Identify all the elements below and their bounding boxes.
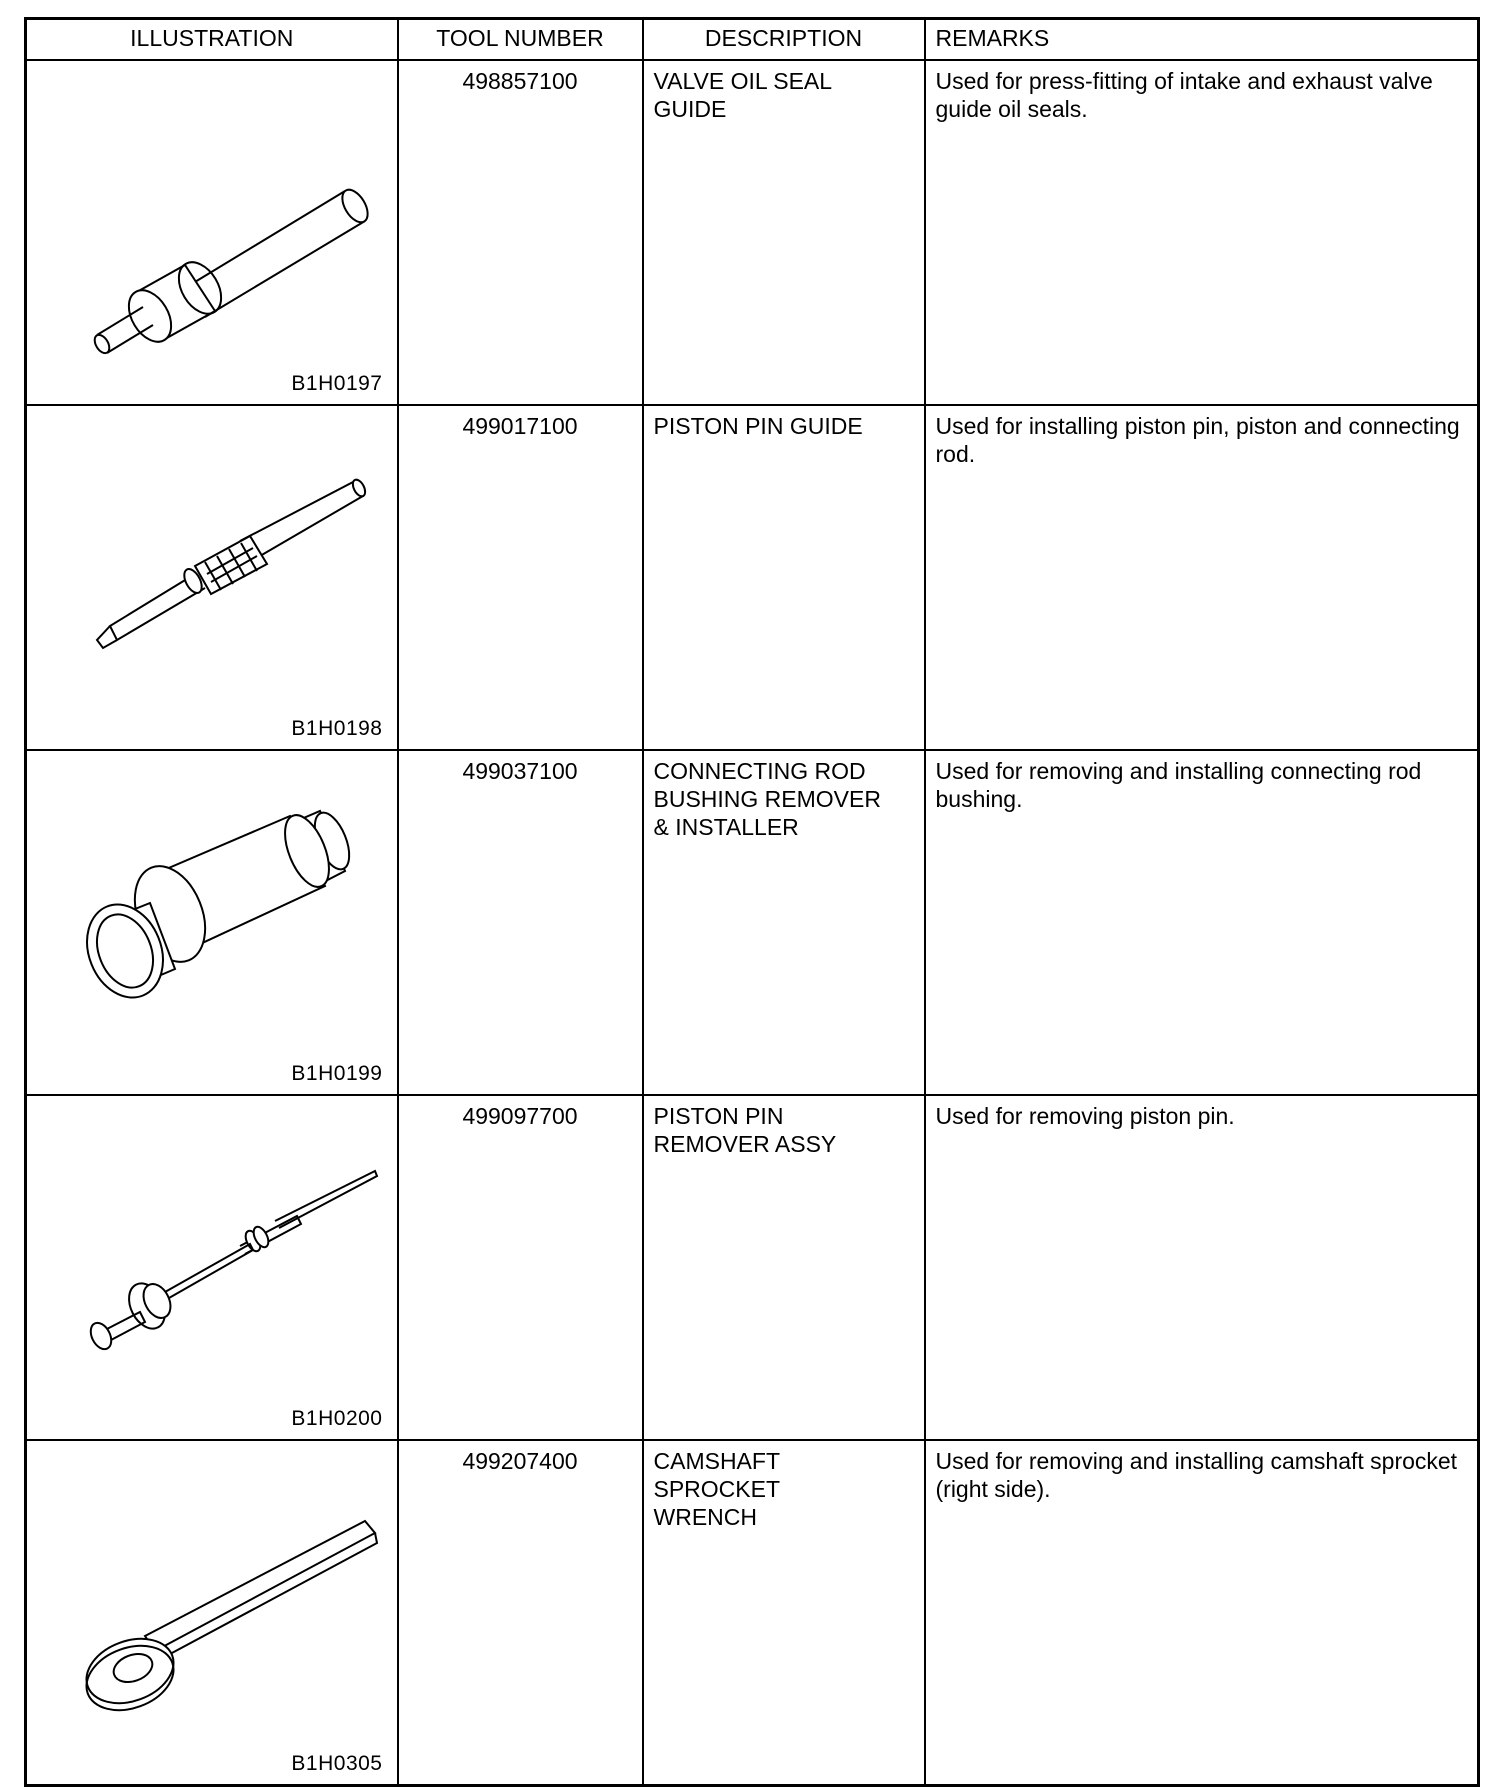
illustration-cell [26, 750, 398, 1095]
table-row [26, 60, 1479, 405]
tool-description: VALVE OIL SEAL GUIDE [643, 60, 925, 405]
illustration-cell [26, 405, 398, 750]
illustration-cell [26, 60, 398, 405]
piston-pin-guide-icon [35, 426, 395, 706]
tool-number: 499037100 [398, 750, 643, 1095]
valve-oil-seal-guide-icon [35, 81, 395, 361]
camshaft-sprocket-wrench-icon [35, 1461, 395, 1741]
tool-number: 498857100 [398, 60, 643, 405]
tool-remarks: Used for removing and installing camshaft sprocket (right side). [925, 1440, 1479, 1785]
special-tools-table [24, 17, 1480, 1787]
tool-remarks: Used for press-fitting of intake and exhaust valve guide oil seals. [925, 60, 1479, 405]
tool-number: 499207400 [398, 1440, 643, 1785]
tool-description: PISTON PIN REMOVER ASSY [643, 1095, 925, 1440]
tool-remarks: Used for removing piston pin. [925, 1095, 1479, 1440]
illustration-code: B1H0197 [291, 372, 383, 395]
table-row [26, 1440, 1479, 1785]
illustration-code: B1H0200 [291, 1407, 383, 1430]
piston-pin-remover-icon [35, 1116, 395, 1396]
illustration-code: B1H0305 [291, 1751, 383, 1775]
illustration-code: B1H0198 [291, 717, 383, 740]
table-header-row [26, 19, 1479, 61]
header-description: DESCRIPTION [643, 19, 925, 61]
header-tool-number: TOOL NUMBER [398, 19, 643, 61]
tool-number: 499017100 [398, 405, 643, 750]
illustration-code: B1H0199 [291, 1062, 383, 1085]
table-row [26, 1095, 1479, 1440]
table-row [26, 405, 1479, 750]
illustration-cell [26, 1440, 398, 1785]
tool-description: PISTON PIN GUIDE [643, 405, 925, 750]
tool-description: CAMSHAFT SPROCKET WRENCH [643, 1440, 925, 1785]
bushing-remover-installer-icon [35, 771, 395, 1051]
table-row [26, 750, 1479, 1095]
tool-number: 499097700 [398, 1095, 643, 1440]
tool-remarks: Used for removing and installing connecting rod bushing. [925, 750, 1479, 1095]
header-remarks: REMARKS [925, 19, 1479, 61]
tool-remarks: Used for installing piston pin, piston and connecting rod. [925, 405, 1479, 750]
header-illustration: ILLUSTRATION [26, 19, 398, 61]
tool-description: CONNECTING ROD BUSHING REMOVER & INSTALLER [643, 750, 925, 1095]
illustration-cell [26, 1095, 398, 1440]
